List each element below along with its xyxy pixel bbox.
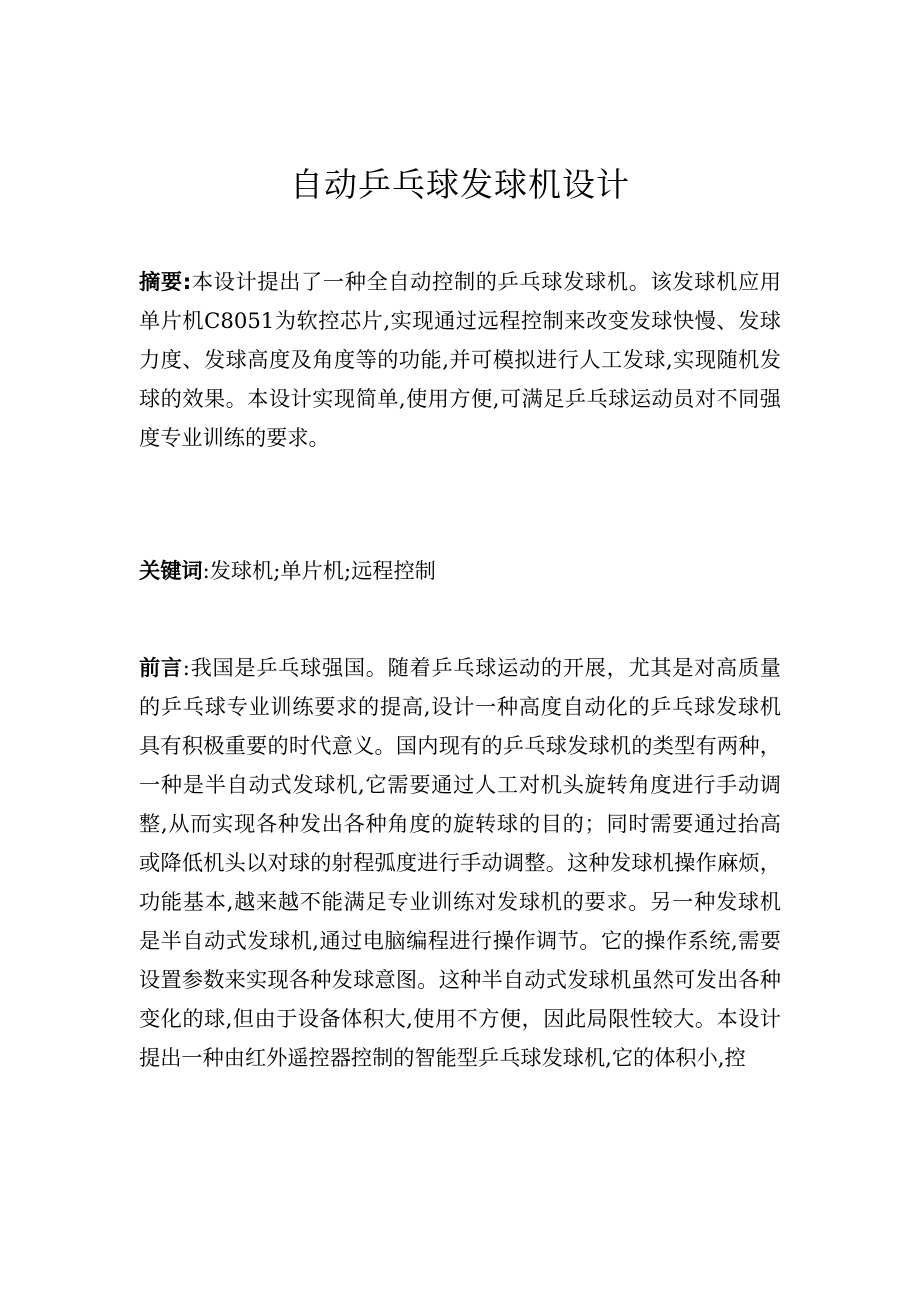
keywords-text: :发球机;单片机;远程控制 [202,558,436,583]
keywords-paragraph [139,551,781,590]
keywords-label: 关键词 [139,558,203,583]
document-title: 自动乒乓球发球机设计 [290,165,630,204]
abstract-text: 本设计提出了一种全自动控制的乒乓球发球机。该发球机应用单片机C8051为软控芯片,实现通过远程控制来改变发球快慢、发球力度、发球高度及角度等的功能,并可模拟进行人工发球,实现随机发球的效果。本设计实现简单,使用方便,可满足乒乓球运动员对不同强度专业训练的要求。 [139,269,781,450]
abstract-paragraph [139,262,781,457]
preface-label: 前言 [139,655,183,680]
preface-text: :我国是乒乓球强国。随着乒乓球运动的开展，尤其是对高质量的乒乓球专业训练要求的提高,设计一种高度自动化的乒乓球发球机具有积极重要的时代意义。国内现有的乒乓球发球机的类型有两种，一种是半自动式发球机,它需要通过人工对机头旋转角度进行手动调整,从而实现各种发出各种角度的旋转球的目的；同时需要通过抬高或降低机头以对球的射程弧度进行手动调整。这种发球机操作麻烦，功能基本,越来越不能满足专业训练对发球机的要求。另一种发球机是半自动式发球机,通过电脑编程进行操作调节。它的操作系统,需要设置参数来实现各种发球意图。这种半自动式发球机虽然可发出各种变化的球,但由于设备体积大,使用不方便，因此局限性较大。本设计提出一种由红外遥控器控制的智能型乒乓球发球机,它的体积小,控 [139,655,781,1070]
abstract-label: 摘要: [139,269,192,294]
preface-paragraph [139,648,781,1077]
